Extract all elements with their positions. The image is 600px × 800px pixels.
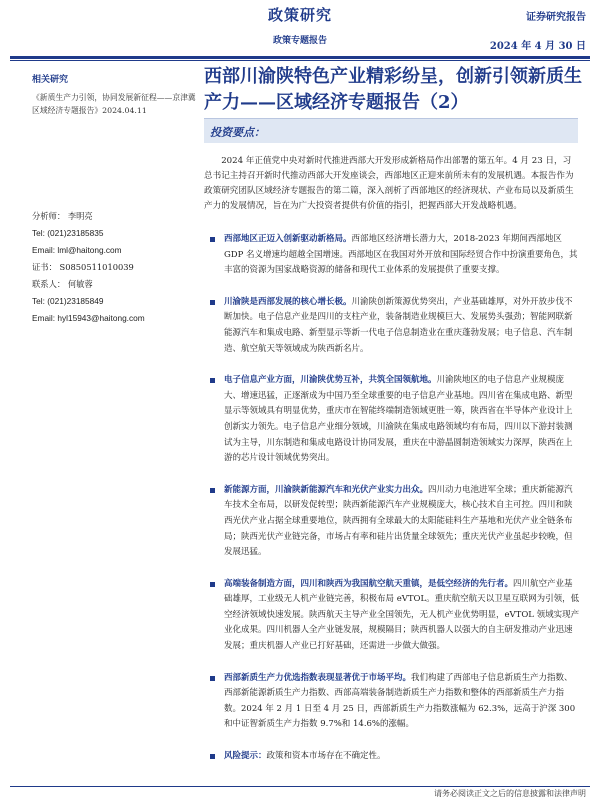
risk-warning — [206, 749, 580, 765]
related-research-item[interactable]: 《新质生产力引领，协同发展新征程——京津冀区域经济专题报告》2024.04.11 — [32, 93, 196, 115]
key-point-heading: 川渝陕是西部发展的核心增长极。 — [224, 296, 352, 307]
header-title: 政策研究 — [267, 6, 332, 24]
key-point-heading: 西部地区正迈入创新驱动新格局。 — [224, 234, 352, 244]
header-divider-thin — [10, 60, 590, 61]
report-title: 西部川渝陕特色产业精彩纷呈，创新引领新质生产力——区域经济专题报告（2） — [204, 66, 582, 113]
key-point — [206, 483, 580, 561]
key-point-text: 川渝陕创新策源优势突出，产业基础雄厚，对外开放步伐不断加快。电子信息产业是四川的支柱产业，装备制造业规模巨大、发展势头强劲；智能网联新能源汽车和集成电路、新型显示等新一代电子信息制造业在重庆蓬勃发展；电子信息、汽车制造、航空航天等领域成为陕西新名片。 — [224, 296, 573, 354]
footer-disclaimer: 请务必阅读正文之后的信息披露和法律声明 — [434, 789, 586, 798]
key-point-text: 四川动力电池进军全球；重庆新能源汽车技术全布局，以研发促转型；陕西新能源汽车产业规模庞大，核心技术自主可控。四川和陕西光伏产业占据全球重要地位，陕西拥有全球最大的太阳能硅料生产基地和光伏产业全链条布局；陕西光伏产业链完备，市场占有率和硅片出货量全球领先；重庆光伏产业虽起步较晚，但发展迅猛。 — [224, 484, 573, 558]
investment-points-bar — [204, 118, 578, 143]
analyst-line: 联系人： 何敏蓉 — [32, 279, 93, 289]
investment-points-header: 投资要点： — [210, 126, 265, 139]
key-point — [206, 373, 580, 467]
intro-paragraph — [204, 154, 578, 214]
header-right — [490, 8, 586, 52]
risk-warning-text: 政策和资本市场存在不确定性。 — [266, 751, 386, 762]
key-point-heading: 新能源方面，川渝陕新能源汽车和光伏产业实力出众。 — [224, 484, 429, 495]
analyst-line: 分析师： 李明亮 — [32, 211, 93, 221]
related-research-title: 相关研究 — [32, 75, 69, 85]
risk-warning-heading: 风险提示： — [224, 751, 267, 762]
key-points-list — [206, 232, 580, 765]
key-point — [206, 295, 580, 357]
analyst-line[interactable]: Email: lml@haitong.com — [32, 245, 122, 255]
header-divider — [10, 56, 590, 59]
footer-divider — [10, 786, 590, 787]
key-point-text: 西部地区经济增长潜力大，2018-2023 年期间西部地区 GDP 名义增速均超越全国增速。西部地区在我国对外开放和国际经贸合作中扮演重要角色，其丰富的资源为国家战略资源的储备和现代工业体系的发展提供了重要支撑。 — [224, 234, 578, 276]
key-point-heading: 电子信息产业方面，川渝陕优势互补，共筑全国领航地。 — [224, 375, 437, 386]
sidebar — [32, 72, 202, 323]
analyst-info — [32, 208, 202, 327]
intro-text: 2024 年正值党中央对新时代推进西部大开发形成新格局作出部署的第五年。4 月 23 日，习总书记主持召开新时代推动西部大开发座谈会，西部地区正迎来前所未有的发展机遇。本报告作为政策研究团队区域经济专题报告的第二篇，深入剖析了西部地区的经济现状、产业布局以及新质生产力的发展情况，旨在为广大投资者提供有价值的指引，把握西部大开发战略机遇。 — [204, 156, 574, 211]
key-point — [206, 577, 580, 655]
analyst-line: Tel: (021)23185835 — [32, 228, 104, 238]
key-point — [206, 232, 580, 279]
key-point-heading: 西部新质生产力优选指数表现显著优于市场平均。 — [224, 672, 412, 683]
key-point-text: 我们构建了西部电子信息新质生产力指数、西部新能源新质生产力指数、西部高端装备制造新质生产力指数和整体的西部新质生产力指数。2024 年 2 月 1 日至 4 月 25 日，西部新质生产力指数涨幅为 62.3%，远高于沪深 300 和中证智新质生产力指数 9.7%和 14.6%的涨幅。 — [224, 672, 576, 730]
key-point-heading: 高端装备制造方面，四川和陕西为我国航空航天重镇，是低空经济的先行者。 — [224, 578, 514, 589]
key-point — [206, 671, 580, 733]
header-subtitle: 政策专题报告 — [272, 36, 327, 46]
report-date: 2024 年 4 月 30 日 — [489, 41, 586, 52]
analyst-line[interactable]: Email: hyl15943@haitong.com — [32, 313, 145, 323]
header-center — [238, 0, 362, 46]
key-point-text: 川渝陕地区的电子信息产业规模庞大、增速迅猛，正逐渐成为中国乃至全球重要的电子信息产业基地。四川省在集成电路、新型显示等领域具有明显优势，重庆市在智能终端制造领域更胜一筹，陕西省在半导体产业设计上创新实力领先。电子信息产业细分领域，川渝陕在集成电路领域均有布局，四川以下游封装测试为主导，川东制造和集成电路设计协同发展，重庆在中游晶圆制造领域实力深厚，陕西在上游的芯片设计领域优势突出。 — [224, 375, 573, 464]
analyst-line: 证书： S0850511010039 — [32, 262, 134, 272]
report-type-label: 证券研究报告 — [526, 12, 586, 23]
key-point-text: 四川航空产业基础雄厚，工业级无人机产业链完善，积极布局 eVTOL。重庆航空航天以卫星互联网为引领，低空经济领域快速发展。陕西航天主导产业全国领先，无人机产业优势明显，eVTOL 领域实现产业化成果。四川机器人全产业链发展，规模隔目；陕西机器人以强大的自主研发推动产业迅速发展；重庆机器人产业已打好基础，还需进一步做大做强。 — [224, 578, 580, 652]
analyst-line: Tel: (021)23185849 — [32, 296, 104, 306]
